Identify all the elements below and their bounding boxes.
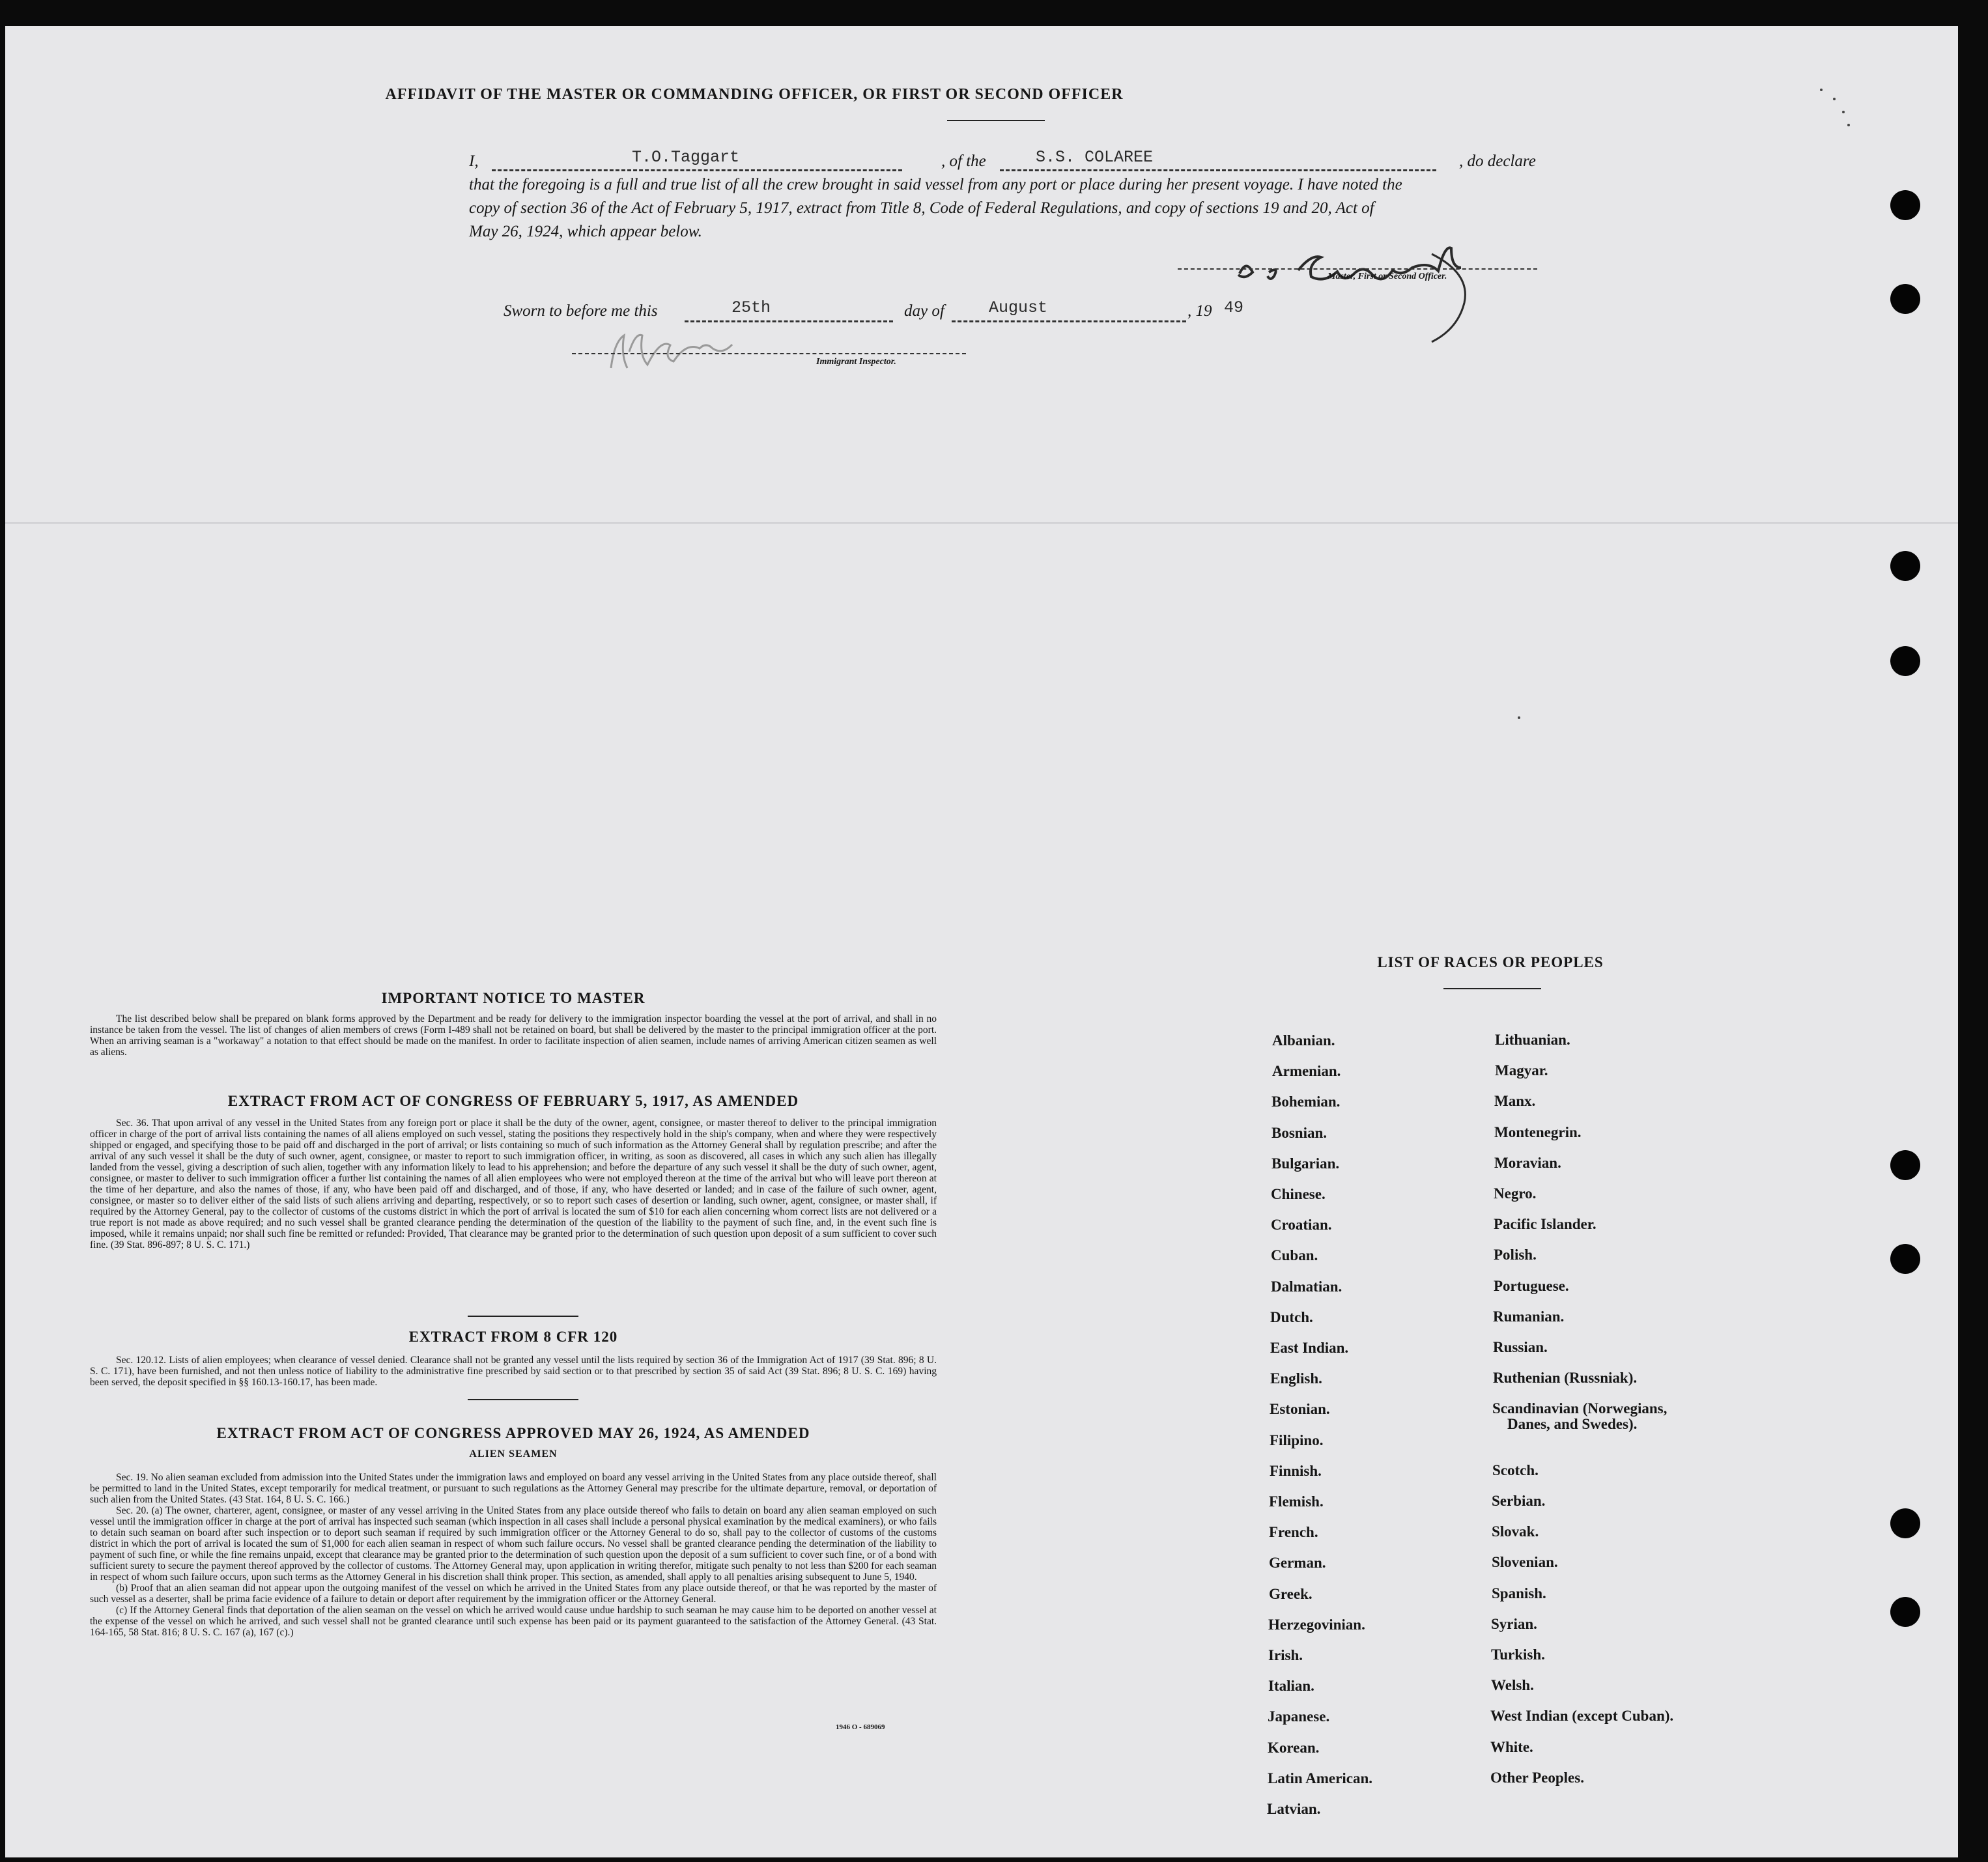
race-item: Albanian. xyxy=(1272,1032,1335,1049)
rule-cfr xyxy=(468,1399,578,1400)
sworn-day: 25th xyxy=(731,298,771,317)
alien-seamen-subheading: ALIEN SEAMEN xyxy=(469,1448,558,1460)
punch-hole xyxy=(1890,1508,1920,1538)
speck xyxy=(1833,98,1836,100)
race-item: Syrian. xyxy=(1491,1616,1537,1632)
race-item: Filipino. xyxy=(1270,1432,1324,1448)
sec-36-paragraph: Sec. 36. That upon arrival of any vessel in the United States from any foreign port or place it shall be the duty of the owner, agent, consignee, or master thereof to deliver to the principal immigration officer in charge of the port of arrival lists containing the names of all aliens employed on such vessel, stating the positions they respectively hold in the ship's company, when and where they were respectively shipped or engaged, and specifying those to be paid off and discharged in the port of arrival; or lists containing so much of such information as the Attorney General shall by regulation prescribe; and after the arrival of any such vessel it shall be the duty of such owner, agent, consignee, or master to report to such immigration officer, in writing, as soon as discovered, all cases in which any such alien has illegally landed from the vessel, giving a description of such alien, together with any information likely to lead to his apprehension; and before the departure of any such vessel it shall be the duty of such owner, agent, consignee, or master to deliver to such immigration officer a further list containing the names of all alien employees who were not employed thereon at the time of the arrival but who will leave port thereon at the time of her departure, and also the names of those, if any, who have been paid off and discharged, and of those, if any, who have deserted or landed; and in case of the failure of such owner, agent, consignee, or master so to deliver either of the said lists of such aliens arriving and departing, respectively, or so to report such cases of desertion or landing, such owner, agent, consignee, or master shall, if required by the Attorney General, pay to the collector of customs of the customs district in which the port of arrival is located the sum of $10 for each alien concerning whom correct lists are not delivered or a true report is not made as above required; and no such vessel shall be granted clearance pending the determination of the question of the liability to the payment of such fine, and, in the event such fine is imposed, while it remains unpaid; nor shall such fine be remitted or refunded: Provided, That clearance may be granted prior to the determination of such question upon deposit of a sum sufficient to cover such fine. (39 Stat. 896-897; 8 U. S. C. 171.) xyxy=(90,1118,937,1250)
race-item: Croatian. xyxy=(1271,1217,1332,1233)
race-item: Scandinavian (Norwegians, Danes, and Swedes). xyxy=(1492,1400,1668,1432)
officer-name: T.O.Taggart xyxy=(632,148,740,167)
sec-20a-paragraph: Sec. 20. (a) The owner, charterer, agent, consignee, or master of any vessel arriving in the United States from any place outside thereof who fails to detain on board any alien seaman employed on such vessel until the immigration officer in charge at the port of arrival has inspected such seaman (which inspection in all cases shall include a personal physical examination by the medical examiners), or who fails to detain such seaman on board after such inspection or to deport such seaman if required by such immigration officer or the Attorney General to do so, shall pay to the collector of customs of the customs district in which the port of arrival is located the sum of $1,000 for each alien seaman in respect of whom such failure occurs. No vessel shall be granted clearance pending the determination of the liability to payment of such fine, or while the fine remains unpaid, except that clearance may be granted prior to the determination of such question upon the deposit of a sum sufficient to cover such fine, or of a bond with sufficient surety to secure the payment thereof approved by the collector of customs. The Attorney General may, upon application in writing therefor, mitigate such penalty to not less than $200 for each seaman in respect of whom such failure occurs, upon such terms as the Attorney General in his discretion shall think proper. This section, as amended, shall apply to all penalties arising subsequent to June 5, 1940. xyxy=(90,1505,937,1583)
notice-paragraph: The list described below shall be prepared on blank forms approved by the Department and be ready for delivery to the immigration inspector boarding the vessel at the port of arrival, and shall in no instance be taken from the vessel. The list of changes of alien members of crews (Form I-489 shall not be retained on board, but shall be delivered by the master to the principal immigration officer at the port. When an arriving seaman is a "workaway" a notation to that effect should be made on the manifest. In order to facilitate inspection of alien seamen, include names of arriving American citizen seamen as well as aliens. xyxy=(90,1013,937,1058)
sworn-month: August xyxy=(989,298,1048,317)
intro-i: I, xyxy=(469,152,479,170)
fold-line xyxy=(5,522,1958,524)
sworn-line xyxy=(504,298,1350,324)
sec-20c-paragraph: (c) If the Attorney General finds that deportation of the alien seaman on the vessel on which he arrived would cause undue hardship to such seaman he may cause him to be deported on another vessel at the expense of the vessel on which he arrived, and such vessel shall not be granted clearance until such expense has been paid or its payment guaranteed to the satisfaction of the Attorney General. (43 Stat. 164-165, 58 Stat. 816; 8 U. S. C. 167 (a), 167 (c).) xyxy=(90,1605,937,1638)
vessel-name-line xyxy=(1000,169,1436,171)
race-item: Chinese. xyxy=(1271,1186,1326,1202)
race-item: Pacific Islander. xyxy=(1494,1216,1597,1232)
race-item: Greek. xyxy=(1269,1586,1313,1602)
year-prefix: , 19 xyxy=(1187,302,1212,320)
punch-hole xyxy=(1890,646,1920,676)
race-item: Ruthenian (Russniak). xyxy=(1493,1370,1638,1386)
inspector-signature xyxy=(572,322,806,381)
affidavit-line-4: May 26, 1924, which appear below. xyxy=(469,223,702,240)
race-item: Montenegrin. xyxy=(1494,1124,1582,1140)
race-item: East Indian. xyxy=(1270,1340,1349,1356)
punch-hole xyxy=(1890,1244,1920,1274)
race-item: Flemish. xyxy=(1269,1493,1324,1510)
speck xyxy=(1842,111,1845,113)
race-item: Scotch. xyxy=(1492,1462,1539,1478)
race-item: Italian. xyxy=(1268,1678,1314,1694)
race-item: Serbian. xyxy=(1492,1493,1546,1509)
race-item: Portuguese. xyxy=(1494,1278,1569,1294)
race-item: Dutch. xyxy=(1270,1309,1313,1325)
extract-cfr-heading: EXTRACT FROM 8 CFR 120 xyxy=(408,1329,618,1345)
speck xyxy=(1847,124,1850,126)
race-item: French. xyxy=(1269,1524,1318,1540)
race-item: Slovak. xyxy=(1492,1523,1539,1540)
race-item: Irish. xyxy=(1268,1647,1303,1663)
speck xyxy=(1820,89,1823,91)
race-item: Russian. xyxy=(1493,1339,1548,1355)
race-item: Rumanian. xyxy=(1493,1308,1565,1325)
affidavit-heading: AFFIDAVIT OF THE MASTER OR COMMANDING OFFICER, OR FIRST OR SECOND OFFICER xyxy=(385,86,1124,103)
race-item: Bohemian. xyxy=(1271,1093,1341,1110)
punch-hole xyxy=(1890,1597,1920,1627)
race-item: Estonian. xyxy=(1270,1401,1330,1417)
affidavit-line-2: that the foregoing is a full and true list of all the crew brought in said vessel from any port or place during her present voyage. I have noted the xyxy=(469,176,1402,193)
races-heading: LIST OF RACES OR PEOPLES xyxy=(1377,954,1604,970)
race-item: German. xyxy=(1269,1555,1326,1571)
races-rule xyxy=(1443,988,1541,989)
race-item: Latvian. xyxy=(1267,1801,1321,1817)
race-item: Cuban. xyxy=(1271,1247,1318,1263)
of-the-text: , of the xyxy=(941,152,986,170)
race-item: Manx. xyxy=(1494,1093,1536,1109)
extract-1917-text xyxy=(90,1118,937,1250)
vessel-name: S.S. COLAREE xyxy=(1036,148,1154,167)
do-declare-text: , do declare xyxy=(1459,152,1536,170)
race-item: Moravian. xyxy=(1494,1155,1561,1171)
race-item: Welsh. xyxy=(1491,1677,1534,1693)
rule-1917 xyxy=(468,1316,578,1317)
sworn-month-line xyxy=(952,320,1186,322)
punch-hole xyxy=(1890,551,1920,581)
race-item: Japanese. xyxy=(1268,1708,1330,1725)
race-item: Korean. xyxy=(1268,1740,1320,1756)
inspector-signature-line xyxy=(572,353,966,354)
race-item: West Indian (except Cuban). xyxy=(1490,1708,1674,1724)
race-item: Armenian. xyxy=(1272,1063,1341,1079)
master-signature xyxy=(1178,234,1555,352)
sworn-prefix: Sworn to before me this xyxy=(504,302,658,320)
extract-1917-heading: EXTRACT FROM ACT OF CONGRESS OF FEBRUARY 5, 1917, AS AMENDED xyxy=(227,1093,799,1109)
print-code: 1946 O - 689069 xyxy=(836,1723,885,1731)
affidavit-body xyxy=(469,150,1544,244)
race-item: English. xyxy=(1270,1370,1322,1387)
race-item: Bosnian. xyxy=(1271,1125,1328,1141)
race-item: Slovenian. xyxy=(1492,1554,1558,1570)
sec-120-paragraph: Sec. 120.12. Lists of alien employees; when clearance of vessel denied. Clearance shall not be granted any vessel until the lists required by section 36 of the Immigration Act of 1917 (39 Stat. 896; 8 U. S. C. 171), have been furnished, and not then unless notice of liability to the administrative fine prescribed by said section or to that prescribed by section 35 of said Act (39 Stat. 896; 8 U. S. C. 169) having been served, the deposit specified in §§ 160.13-160.17, has been made. xyxy=(90,1355,937,1388)
extract-1924-heading: EXTRACT FROM ACT OF CONGRESS APPROVED MAY 26, 1924, AS AMENDED xyxy=(216,1425,810,1441)
extract-1924-text xyxy=(90,1472,937,1638)
heading-rule xyxy=(947,120,1045,121)
race-item: Finnish. xyxy=(1270,1463,1322,1479)
race-item: Spanish. xyxy=(1492,1585,1546,1601)
punch-hole xyxy=(1890,284,1920,314)
speck xyxy=(1518,716,1520,719)
punch-hole xyxy=(1890,190,1920,220)
master-signature-line xyxy=(1178,268,1537,270)
officer-name-line xyxy=(492,169,902,171)
race-item: Negro. xyxy=(1494,1185,1537,1202)
punch-hole xyxy=(1890,1150,1920,1180)
notice-heading: IMPORTANT NOTICE TO MASTER xyxy=(381,990,646,1006)
race-item: White. xyxy=(1490,1739,1533,1755)
day-of-text: day of xyxy=(904,302,944,320)
notice-text xyxy=(90,1013,937,1058)
sec-19-paragraph: Sec. 19. No alien seaman excluded from admission into the United States under the immigration laws and employed on board any vessel arriving in the United States from any place outside thereof, shall be permitted to land in the United States, except temporarily for medical treatment, or pursuant to such regulations as the Attorney General may prescribe for the ultimate departure, removal, or deportation of such alien from the United States. (43 Stat. 164, 8 U. S. C. 166.) xyxy=(90,1472,937,1505)
affidavit-line-3: copy of section 36 of the Act of February 5, 1917, extract from Title 8, Code of Federal Regulations, and copy of sections 19 and 20, Act of xyxy=(469,199,1374,217)
race-item: Bulgarian. xyxy=(1271,1155,1340,1172)
race-item: Turkish. xyxy=(1491,1646,1545,1663)
sec-20b-paragraph: (b) Proof that an alien seaman did not appear upon the outgoing manifest of the vessel on which he arrived in the United States from any place outside thereof, or that he was reported by the master of such vessel as a deserter, shall be prima facie evidence of a failure to detain or deport after requirement by the immigration officer or the Attorney General. xyxy=(90,1583,937,1605)
race-item: Magyar. xyxy=(1495,1062,1548,1079)
extract-cfr-text xyxy=(90,1355,937,1388)
race-item: Herzegovinian. xyxy=(1268,1616,1365,1633)
race-item: Polish. xyxy=(1494,1247,1537,1263)
race-item: Other Peoples. xyxy=(1490,1770,1584,1786)
race-item: Dalmatian. xyxy=(1271,1278,1342,1295)
document-page xyxy=(5,26,1958,1857)
race-item: Latin American. xyxy=(1268,1770,1372,1786)
race-item: Lithuanian. xyxy=(1495,1032,1570,1048)
year-suffix: 49 xyxy=(1224,298,1244,317)
master-caption: Master, First or Second Officer. xyxy=(1328,272,1447,281)
inspector-caption: Immigrant Inspector. xyxy=(816,357,896,367)
